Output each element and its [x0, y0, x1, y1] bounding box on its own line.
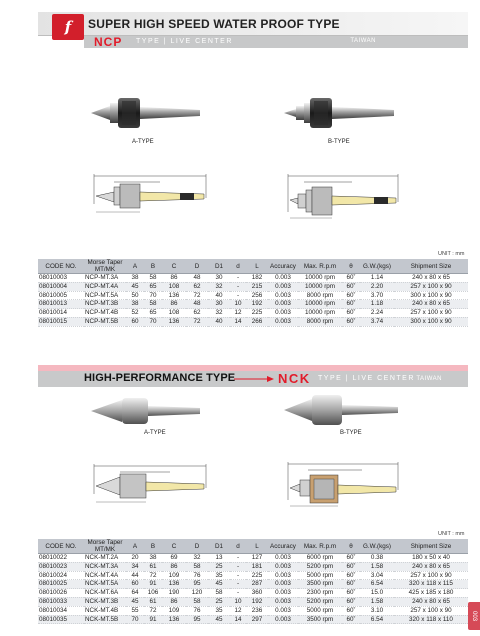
table-cell: 76: [186, 606, 208, 615]
table-row: [38, 562, 468, 571]
table-cell: 08010026: [38, 589, 84, 598]
table-cell: 108: [162, 309, 186, 318]
table-cell: 5200 rpm: [298, 597, 342, 606]
table-cell: 257 x 100 x 90: [394, 282, 468, 291]
table-cell: 32: [208, 282, 230, 291]
table-cell: 60˚: [342, 309, 360, 318]
table-cell: 65: [144, 309, 162, 318]
table-cell: 72: [186, 291, 208, 300]
table-cell: 91: [144, 580, 162, 589]
column-header: d: [230, 259, 246, 274]
table-cell: 0.003: [268, 317, 298, 326]
table-cell: 60˚: [342, 317, 360, 326]
table-cell: 0.003: [268, 274, 298, 283]
column-header: B: [144, 259, 162, 274]
table-cell: 266: [246, 317, 268, 326]
table-cell: NCP-MT.3B: [84, 300, 126, 309]
table-cell: 60˚: [342, 615, 360, 624]
table-cell: 0.003: [268, 291, 298, 300]
column-header: L: [246, 259, 268, 274]
column-header: L: [246, 539, 268, 554]
table-cell: 225: [246, 571, 268, 580]
table-cell: 192: [246, 597, 268, 606]
table-cell: 60˚: [342, 606, 360, 615]
table-cell: 6.54: [360, 615, 394, 624]
table-cell: 300 x 100 x 90: [394, 291, 468, 300]
table-cell: 72: [186, 317, 208, 326]
table-cell: 0.003: [268, 282, 298, 291]
table-cell: 40: [208, 291, 230, 300]
table-cell: 32: [186, 554, 208, 563]
table-cell: 3500 rpm: [298, 580, 342, 589]
nck-a-type-drawing: [90, 460, 210, 506]
column-header: D1: [208, 539, 230, 554]
table-row: [38, 571, 468, 580]
table-cell: 20: [126, 554, 144, 563]
table-cell: 60˚: [342, 571, 360, 580]
column-header: θ: [342, 539, 360, 554]
table-cell: 60: [126, 317, 144, 326]
table-cell: 1.18: [360, 300, 394, 309]
table-cell: NCP-MT.4A: [84, 282, 126, 291]
table-cell: 215: [246, 282, 268, 291]
company-logo: f: [52, 14, 84, 40]
table-cell: 109: [162, 571, 186, 580]
table-cell: 136: [162, 615, 186, 624]
table-cell: 12: [230, 606, 246, 615]
column-header: G.W.(kgs): [360, 259, 394, 274]
section1-unit: UNIT : mm: [438, 251, 465, 257]
table-cell: 70: [144, 291, 162, 300]
table-cell: 08010005: [38, 291, 84, 300]
table-cell: -: [230, 562, 246, 571]
table-cell: 10000 rpm: [298, 282, 342, 291]
table-cell: 70: [126, 615, 144, 624]
table-cell: 86: [162, 597, 186, 606]
column-header: Shipment Size: [394, 539, 468, 554]
table-cell: 10000 rpm: [298, 274, 342, 283]
column-header: D: [186, 259, 208, 274]
ncp-a-type-caption: A-TYPE: [132, 139, 154, 145]
ncp-b-type-caption: B-TYPE: [328, 139, 350, 145]
table-cell: NCP-MT.5B: [84, 317, 126, 326]
table-cell: 08010035: [38, 615, 84, 624]
column-header: D: [186, 539, 208, 554]
table-cell: 0.003: [268, 309, 298, 318]
table-row: [38, 282, 468, 291]
table-cell: 58: [144, 300, 162, 309]
table-cell: 13: [208, 554, 230, 563]
table-cell: 60˚: [342, 282, 360, 291]
table-cell: 62: [186, 309, 208, 318]
table-cell: 30: [208, 274, 230, 283]
table-cell: 25: [208, 597, 230, 606]
table-cell: 3.70: [360, 291, 394, 300]
table-cell: 1.58: [360, 562, 394, 571]
table-cell: 91: [144, 615, 162, 624]
column-header: CODE NO.: [38, 539, 84, 554]
table-cell: 127: [246, 554, 268, 563]
column-header: Accuracy: [268, 259, 298, 274]
table-cell: 48: [186, 300, 208, 309]
table-cell: 48: [186, 274, 208, 283]
table-cell: 236: [246, 606, 268, 615]
column-header: Shipment Size: [394, 259, 468, 274]
table-row: [38, 580, 468, 589]
section1-taiwan: TAIWAN: [350, 38, 376, 44]
table-cell: 45: [126, 597, 144, 606]
table-cell: 08010015: [38, 317, 84, 326]
table-cell: -: [230, 274, 246, 283]
table-cell: 320 x 118 x 115: [394, 580, 468, 589]
column-header: θ: [342, 259, 360, 274]
ncp-a-type-image: [88, 92, 203, 134]
table-cell: 69: [162, 554, 186, 563]
table-cell: 58: [186, 597, 208, 606]
section1-subtitle: TYPE | LIVE CENTER: [136, 38, 233, 45]
table-cell: 136: [162, 291, 186, 300]
table-cell: 0.003: [268, 571, 298, 580]
table-row: [38, 300, 468, 309]
table-cell: 55: [126, 606, 144, 615]
table-cell: 58: [144, 274, 162, 283]
table-row: [38, 606, 468, 615]
table-cell: NCP-MT.4B: [84, 309, 126, 318]
table-cell: NCK-MT.4B: [84, 606, 126, 615]
table-cell: 60˚: [342, 554, 360, 563]
table-cell: 181: [246, 562, 268, 571]
table-row: [38, 309, 468, 318]
table-cell: 34: [126, 562, 144, 571]
column-header: C: [162, 539, 186, 554]
table-cell: 58: [186, 562, 208, 571]
column-header: Morse Taper MT/MK: [84, 539, 126, 554]
section2-taiwan: TAIWAN: [416, 376, 442, 382]
table-cell: 35: [208, 571, 230, 580]
table-cell: 240 x 80 x 65: [394, 300, 468, 309]
nck-b-type-drawing: [282, 460, 402, 510]
table-cell: 287: [246, 580, 268, 589]
table-cell: 60˚: [342, 274, 360, 283]
table-cell: 38: [126, 274, 144, 283]
table-cell: 136: [162, 580, 186, 589]
table-row: [38, 597, 468, 606]
table-cell: 3500 rpm: [298, 615, 342, 624]
table-cell: 38: [126, 300, 144, 309]
table-cell: 1.14: [360, 274, 394, 283]
column-header: Accuracy: [268, 539, 298, 554]
section2-header: [38, 365, 468, 387]
table-cell: 257 x 100 x 90: [394, 606, 468, 615]
table-cell: 95: [186, 580, 208, 589]
table-cell: NCK-MT.2A: [84, 554, 126, 563]
table-cell: 65: [144, 282, 162, 291]
table-cell: 2.24: [360, 309, 394, 318]
nck-a-type-caption: A-TYPE: [144, 430, 166, 436]
column-header: G.W.(kgs): [360, 539, 394, 554]
table-cell: NCK-MT.5B: [84, 615, 126, 624]
table-row: [38, 589, 468, 598]
page-number-tab: 003: [468, 602, 480, 630]
table-cell: 08010003: [38, 274, 84, 283]
table-row: [38, 274, 468, 283]
table-cell: NCK-MT.5A: [84, 580, 126, 589]
table-cell: 106: [144, 589, 162, 598]
table-cell: 76: [186, 571, 208, 580]
table-cell: 3.04: [360, 571, 394, 580]
table-cell: 08010022: [38, 554, 84, 563]
column-header: A: [126, 259, 144, 274]
table-cell: 0.003: [268, 615, 298, 624]
table-header-row: [38, 539, 468, 554]
table-cell: 0.003: [268, 589, 298, 598]
table-cell: 5000 rpm: [298, 571, 342, 580]
section2-code: NCK: [278, 371, 311, 386]
table-cell: 08010004: [38, 282, 84, 291]
table-cell: 1.58: [360, 597, 394, 606]
table-cell: 2300 rpm: [298, 589, 342, 598]
ncp-spec-table: [38, 259, 468, 327]
column-header: B: [144, 539, 162, 554]
column-header: d: [230, 539, 246, 554]
table-cell: 192: [246, 300, 268, 309]
table-cell: 45: [208, 615, 230, 624]
table-cell: 257 x 100 x 90: [394, 571, 468, 580]
table-cell: 360: [246, 589, 268, 598]
table-cell: NCK-MT.6A: [84, 589, 126, 598]
table-cell: NCK-MT.3A: [84, 562, 126, 571]
column-header: D1: [208, 259, 230, 274]
table-cell: 58: [208, 589, 230, 598]
table-cell: 38: [144, 554, 162, 563]
table-cell: 08010024: [38, 571, 84, 580]
table-cell: 0.38: [360, 554, 394, 563]
table-cell: 182: [246, 274, 268, 283]
table-cell: 60˚: [342, 562, 360, 571]
table-cell: 30: [208, 300, 230, 309]
table-cell: 0.003: [268, 606, 298, 615]
table-cell: 297: [246, 615, 268, 624]
table-cell: 300 x 100 x 90: [394, 317, 468, 326]
table-cell: 6000 rpm: [298, 554, 342, 563]
section1-code: NCP: [94, 35, 123, 49]
table-cell: 50: [126, 291, 144, 300]
table-cell: 0.003: [268, 562, 298, 571]
table-cell: 109: [162, 606, 186, 615]
table-cell: 5000 rpm: [298, 606, 342, 615]
table-cell: 60˚: [342, 291, 360, 300]
section2-unit: UNIT : mm: [438, 531, 465, 537]
column-header: Max. R.p.m: [298, 259, 342, 274]
column-header: A: [126, 539, 144, 554]
table-cell: 240 x 80 x 65: [394, 274, 468, 283]
table-cell: 0.003: [268, 554, 298, 563]
table-cell: 3.74: [360, 317, 394, 326]
nck-a-type-image: [88, 395, 203, 427]
table-cell: 8000 rpm: [298, 291, 342, 300]
table-cell: 256: [246, 291, 268, 300]
table-cell: 14: [230, 317, 246, 326]
table-cell: 10000 rpm: [298, 309, 342, 318]
table-cell: 72: [144, 571, 162, 580]
table-cell: NCK-MT.4A: [84, 571, 126, 580]
table-cell: 60˚: [342, 300, 360, 309]
table-cell: 60˚: [342, 580, 360, 589]
table-cell: 60: [126, 580, 144, 589]
nck-b-type-image: [282, 393, 400, 427]
table-cell: 5200 rpm: [298, 562, 342, 571]
table-cell: 136: [162, 317, 186, 326]
table-cell: 425 x 185 x 180: [394, 589, 468, 598]
table-row: [38, 615, 468, 624]
table-cell: 0.003: [268, 300, 298, 309]
table-row: [38, 554, 468, 563]
table-cell: -: [230, 571, 246, 580]
table-cell: -: [230, 282, 246, 291]
table-cell: 180 x 50 x 40: [394, 554, 468, 563]
table-cell: 14: [230, 615, 246, 624]
table-cell: 08010014: [38, 309, 84, 318]
table-cell: 320 x 118 x 110: [394, 615, 468, 624]
table-cell: -: [230, 291, 246, 300]
table-cell: 10000 rpm: [298, 300, 342, 309]
table-cell: 3.10: [360, 606, 394, 615]
column-header: C: [162, 259, 186, 274]
column-header: Morse Taper MT/MK: [84, 259, 126, 274]
table-cell: 44: [126, 571, 144, 580]
table-cell: 95: [186, 615, 208, 624]
table-cell: -: [230, 554, 246, 563]
table-cell: NCK-MT.3B: [84, 597, 126, 606]
table-cell: 86: [162, 274, 186, 283]
table-cell: 2.20: [360, 282, 394, 291]
table-cell: 86: [162, 562, 186, 571]
table-cell: 15.0: [360, 589, 394, 598]
table-cell: 45: [208, 580, 230, 589]
table-cell: 35: [208, 606, 230, 615]
table-cell: 10: [230, 597, 246, 606]
table-cell: 08010023: [38, 562, 84, 571]
table-cell: 225: [246, 309, 268, 318]
table-cell: 240 x 80 x 65: [394, 597, 468, 606]
table-cell: 08010025: [38, 580, 84, 589]
table-cell: NCP-MT.5A: [84, 291, 126, 300]
table-cell: 108: [162, 282, 186, 291]
table-cell: 60˚: [342, 597, 360, 606]
ncp-b-type-drawing: [282, 172, 402, 222]
table-cell: 6.54: [360, 580, 394, 589]
table-row: [38, 317, 468, 326]
table-cell: 70: [144, 317, 162, 326]
section2-title: HIGH-PERFORMANCE TYPE: [84, 372, 236, 384]
table-cell: 0.003: [268, 597, 298, 606]
table-cell: -: [230, 580, 246, 589]
section1-header: [38, 12, 468, 48]
table-cell: 257 x 100 x 90: [394, 309, 468, 318]
table-cell: 190: [162, 589, 186, 598]
table-cell: 08010034: [38, 606, 84, 615]
table-cell: 08010013: [38, 300, 84, 309]
table-cell: 61: [144, 562, 162, 571]
table-row: [38, 291, 468, 300]
table-cell: 32: [208, 309, 230, 318]
ncp-b-type-image: [282, 92, 397, 134]
table-cell: 86: [162, 300, 186, 309]
nck-b-type-caption: B-TYPE: [340, 430, 362, 436]
table-cell: 62: [186, 282, 208, 291]
table-cell: 08010033: [38, 597, 84, 606]
section1-title: SUPER HIGH SPEED WATER PROOF TYPE: [88, 17, 340, 31]
table-cell: 0.003: [268, 580, 298, 589]
table-cell: 8000 rpm: [298, 317, 342, 326]
table-cell: 240 x 80 x 65: [394, 562, 468, 571]
table-cell: 64: [126, 589, 144, 598]
table-cell: 10: [230, 300, 246, 309]
table-cell: 40: [208, 317, 230, 326]
column-header: Max. R.p.m: [298, 539, 342, 554]
section2-subtitle: TYPE | LIVE CENTER: [318, 375, 415, 382]
table-cell: -: [230, 589, 246, 598]
table-cell: 120: [186, 589, 208, 598]
table-cell: 45: [126, 282, 144, 291]
table-cell: 61: [144, 597, 162, 606]
table-cell: 25: [208, 562, 230, 571]
table-cell: 12: [230, 309, 246, 318]
column-header: CODE NO.: [38, 259, 84, 274]
table-cell: 72: [144, 606, 162, 615]
table-cell: 60˚: [342, 589, 360, 598]
ncp-a-type-drawing: [90, 170, 210, 216]
table-header-row: [38, 259, 468, 274]
table-cell: 52: [126, 309, 144, 318]
table-cell: NCP-MT.3A: [84, 274, 126, 283]
nck-spec-table: [38, 539, 468, 624]
arrow-right-icon: [234, 375, 274, 383]
